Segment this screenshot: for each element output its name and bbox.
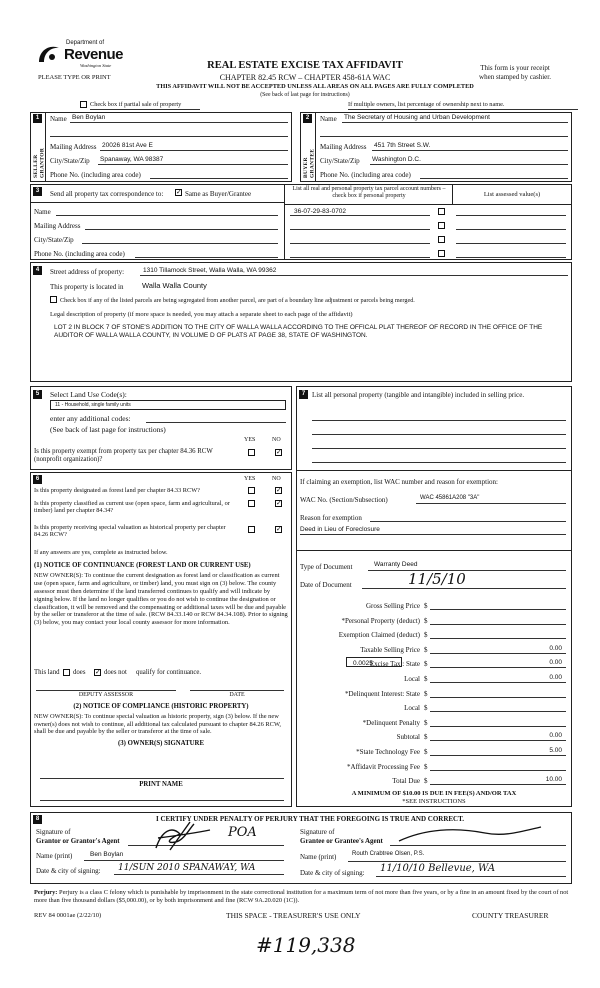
- see-back: (See back of last page for instructions): [260, 92, 350, 98]
- seller-phone-label: Phone No. (including area code): [50, 171, 141, 179]
- land-use-select[interactable]: [50, 400, 286, 410]
- property-section: [30, 262, 572, 382]
- forest-question: Is this property designated as forest land per chapter 84.33 RCW?: [34, 487, 200, 494]
- sec5-yes-header: YES: [244, 437, 256, 443]
- wac-label: WAC No. (Section/Subsection): [300, 496, 388, 504]
- fee-label: *Personal Property (deduct): [341, 616, 420, 625]
- fee-dollar-sign: $: [424, 718, 428, 727]
- section-4-number: 4: [33, 266, 42, 275]
- grantee-date-label: Date & city of signing:: [300, 869, 365, 877]
- grantee-name-print-label: Name (print): [300, 853, 337, 861]
- notice-continuance-title: (1) NOTICE OF CONTINUANCE (FOREST LAND OR CURRENT USE): [34, 562, 251, 569]
- treasurer-space: THIS SPACE - TREASURER'S USE ONLY: [226, 911, 361, 920]
- please-type: PLEASE TYPE OR PRINT: [38, 74, 111, 81]
- seller-city-label: City/State/Zip: [50, 157, 90, 165]
- parcel-4-personal-checkbox[interactable]: [438, 250, 445, 257]
- handwritten-number: #119,338: [256, 933, 356, 957]
- select-land-use-label: Select Land Use Code(s):: [50, 390, 127, 399]
- grantee-agent-label: Grantee or Grantee's Agent: [300, 837, 383, 845]
- exempt-question: Is this property exempt from property tax per chapter 84.36 RCW (nonprofit organization)?: [34, 448, 213, 463]
- grantor-name-print[interactable]: Ben Boylan: [90, 851, 124, 858]
- receipt-line2: when stamped by cashier.: [479, 73, 551, 81]
- fee-dollar-sign: $: [424, 616, 428, 625]
- exempt-no-checkbox[interactable]: [275, 449, 282, 456]
- grantee-date-city[interactable]: 11/10/10 Bellevue, WA: [380, 863, 496, 874]
- additional-codes-label: enter any additional codes:: [50, 414, 131, 423]
- perjury-note: [34, 889, 574, 905]
- grantor-sig-of: Signature of: [36, 828, 71, 836]
- print-name-label: PRINT NAME: [139, 781, 183, 788]
- fee-dollar-sign: $: [424, 777, 428, 786]
- fee-dollar-sign: $: [424, 689, 428, 698]
- sec5-no-header: NO: [272, 437, 281, 443]
- sale-details-section: [296, 386, 572, 807]
- buyer-phone-label: Phone No. (including area code): [320, 171, 411, 179]
- parcel-1-personal-checkbox[interactable]: [438, 208, 445, 215]
- does-not-label: does not: [104, 669, 127, 676]
- street-label: Street address of property:: [50, 268, 125, 276]
- if-yes-note: If any answers are yes, complete as instructed below.: [34, 549, 168, 556]
- form-title: REAL ESTATE EXCISE TAX AFFIDAVIT: [207, 60, 403, 71]
- agency-name: Revenue: [64, 46, 124, 63]
- seller-address[interactable]: 20026 81st Ave E: [102, 142, 153, 149]
- seller-name-label: Name: [50, 115, 67, 123]
- fee-value[interactable]: 0.00: [549, 659, 562, 667]
- fee-value[interactable]: 10.00: [545, 776, 562, 784]
- grantor-signature[interactable]: [150, 820, 220, 854]
- parcel-header: List all real and personal property tax parcel account numbers – check box if personal property: [292, 186, 446, 199]
- forest-yes-checkbox[interactable]: [248, 487, 255, 494]
- grantor-poa: POA: [228, 825, 257, 840]
- current-use-no-checkbox[interactable]: [275, 500, 282, 507]
- section-2-number: 2: [303, 114, 312, 123]
- wac-number[interactable]: WAC 45861A208 "3A": [420, 495, 480, 501]
- grantee-name-print[interactable]: Routh Crabtree Olsen, P.S.: [352, 851, 425, 857]
- grantee-signature[interactable]: [395, 823, 545, 847]
- located-label: This property is located in: [50, 283, 124, 291]
- corr-addr-label: Mailing Address: [34, 222, 81, 230]
- historic-yes-checkbox[interactable]: [248, 526, 255, 533]
- grantor-name-print-label: Name (print): [36, 852, 73, 860]
- fee-label: Local: [404, 675, 420, 683]
- revision-number: REV 84 0001ae (2/22/10): [34, 912, 102, 919]
- buyer-name-label: Name: [320, 115, 337, 123]
- sec6-no-header: NO: [272, 476, 281, 482]
- see-instructions-label: (See back of last page for instructions): [50, 425, 166, 434]
- section-8-number: 8: [33, 815, 42, 824]
- send-correspondence-label: Send all property tax correspondence to:: [50, 190, 164, 198]
- fee-label: Taxable Selling Price: [360, 645, 420, 654]
- segregated-checkbox[interactable]: [50, 296, 57, 303]
- grantor-date-label: Date & city of signing:: [36, 867, 101, 875]
- local-rate-box[interactable]: [346, 657, 402, 667]
- notice-compliance-text: NEW OWNER(S): To continue special valuation as historic property, sign (3) below. If the new owner(s) does not wish to continue, all additional tax calculated pursuant to chapter 84.26 RCW, shall be due and payable by the seller or transferor at the time of sale.: [34, 713, 281, 736]
- fee-value[interactable]: 0.00: [549, 674, 562, 681]
- buyer-name[interactable]: The Secretary of Housing and Urban Development: [344, 114, 490, 121]
- this-land-label: This land: [34, 669, 60, 676]
- notice-compliance-title: (2) NOTICE OF COMPLIANCE (HISTORIC PROPERTY): [73, 703, 249, 710]
- seller-name[interactable]: Ben Boylan: [72, 114, 106, 121]
- historic-no-checkbox[interactable]: [275, 526, 282, 533]
- seller-city[interactable]: Spanaway, WA 98387: [100, 156, 164, 163]
- reason-label: Reason for exemption: [300, 514, 362, 522]
- fee-label: Exemption Claimed (deduct): [338, 631, 420, 640]
- buyer-addr-label: Mailing Address: [320, 143, 367, 151]
- fee-value[interactable]: 5.00: [549, 747, 562, 754]
- state-name: Washington State: [80, 63, 112, 68]
- exemption-label: If claiming an exemption, list WAC number and reason for exemption:: [300, 478, 498, 486]
- personal-property-label: List all personal property (tangible and intangible) included in selling price.: [312, 391, 525, 399]
- same-as-buyer-label: Same as Buyer/Grantee: [185, 190, 252, 198]
- parcel-3-personal-checkbox[interactable]: [438, 236, 445, 243]
- segregated-label: Check box if any of the listed parcels are being segregated from another parcel, are part of a boundary line adjustment or parcels being merged.: [60, 297, 415, 304]
- owner-signature-title: (3) OWNER(S) SIGNATURE: [118, 740, 204, 747]
- doc-type-label: Type of Document: [300, 563, 353, 571]
- section-1-number: 1: [33, 114, 42, 123]
- assessed-header: List assessed value(s): [483, 191, 541, 198]
- revenue-logo: [36, 40, 126, 72]
- doc-date[interactable]: 11/5/10: [408, 570, 466, 588]
- legal-description[interactable]: LOT 2 IN BLOCK 7 OF STONE'S ADDITION TO THE CITY OF WALLA WALLA ACCORDING TO THE OFFICAL PLAT THEREOF OF RECORD IN THE OFFICE OF THE AUDITOR OF WALLA WALLA COUNTY, IN VOLUME D OF PLATS AT PAGE 38, STATE OF WASHINGTON.: [54, 324, 543, 340]
- revenue-logo-icon: [36, 42, 62, 68]
- fee-label: Total Due: [392, 777, 420, 786]
- section-7-number: 7: [299, 390, 308, 399]
- fee-label: Excise Tax : State: [369, 660, 420, 669]
- county-treasurer: COUNTY TREASURER: [472, 911, 549, 920]
- property-street[interactable]: 1310 Tillamock Street, Walla Walla, WA 99362: [143, 267, 277, 274]
- local-rate: 0.0025: [353, 659, 373, 667]
- historic-question: Is this property receiving special valuation as historical property per chapter 84.26 RCW?: [34, 524, 226, 539]
- doc-type[interactable]: Warranty Deed: [374, 561, 418, 568]
- legal-label: Legal description of property (if more space is needed, you may attach a separate sheet to each page of the affidavit): [50, 311, 353, 318]
- fee-dollar-sign: $: [424, 675, 428, 683]
- parcel-2-personal-checkbox[interactable]: [438, 222, 445, 229]
- fee-label: Subtotal: [396, 733, 420, 742]
- exemption-reason[interactable]: Deed in Lieu of Foreclosure: [300, 526, 380, 533]
- sec6-yes-header: YES: [244, 476, 256, 482]
- section-5-number: 5: [33, 390, 42, 399]
- buyer-side-label: BUYER GRANTEE: [303, 148, 316, 178]
- grantor-agent-label: Grantor or Grantor's Agent: [36, 837, 120, 845]
- land-does-not-checkbox[interactable]: [94, 669, 101, 676]
- seller-addr-label: Mailing Address: [50, 143, 97, 151]
- land-does-checkbox[interactable]: [63, 669, 70, 676]
- perjury-text: Perjury is a class C felony which is punishable by imprisonment in the state correctional institution for a maximum term of not more than five years, or by a fine in an amount fixed by the court of not more than five thousand dollars ($5,000.00), or by both imprisonment and fine (RCW 9A.20.020 (1C)).: [34, 889, 569, 904]
- doc-date-label: Date of Document: [300, 581, 352, 589]
- fee-dollar-sign: $: [424, 733, 428, 742]
- designation-section: [30, 472, 292, 807]
- buyer-city[interactable]: Washington D.C.: [372, 156, 421, 163]
- fee-label: *State Technology Fee: [356, 748, 420, 756]
- form-notice: THIS AFFIDAVIT WILL NOT BE ACCEPTED UNLESS ALL AREAS ON ALL PAGES ARE FULLY COMPLETED: [156, 83, 474, 90]
- same-as-buyer-checkbox[interactable]: [175, 189, 182, 196]
- receipt-line1: This form is your receipt: [480, 64, 550, 72]
- fee-label: *Delinquent Interest: State: [344, 689, 420, 698]
- certify-statement: I CERTIFY UNDER PENALTY OF PERJURY THAT THE FOREGOING IS TRUE AND CORRECT.: [155, 815, 464, 823]
- partial-sale-label: Check box if partial sale of property: [90, 101, 182, 108]
- seller-side-label: SELLER GRANTOR: [33, 147, 46, 178]
- fee-dollar-sign: $: [424, 645, 428, 654]
- deputy-assessor-label: DEPUTY ASSESSOR: [78, 692, 134, 698]
- corr-phone-label: Phone No. (including area code): [34, 250, 125, 258]
- multi-owner-note: If multiple owners, list percentage of ownership next to name.: [348, 101, 505, 108]
- fee-dollar-sign: $: [424, 631, 428, 640]
- section-3-number: 3: [33, 187, 42, 196]
- current-use-question: Is this property classified as current use (open space, farm and agricultural, or timber) land per chapter 84.34?: [34, 500, 230, 515]
- fee-dollar-sign: $: [424, 602, 428, 610]
- parcel-number[interactable]: 36-07-29-83-0702: [294, 208, 347, 215]
- date-label: DATE: [229, 692, 245, 698]
- fee-value[interactable]: 0.00: [549, 732, 562, 740]
- grantee-sig-of: Signature of: [300, 828, 335, 836]
- property-county[interactable]: Walla Walla County: [142, 281, 207, 290]
- fee-label: Local: [404, 704, 420, 713]
- fee-dollar-sign: $: [424, 762, 428, 771]
- partial-sale-checkbox[interactable]: [80, 101, 87, 108]
- fee-label: Gross Selling Price: [365, 602, 420, 610]
- corr-name-label: Name: [34, 208, 51, 216]
- grantor-date-city[interactable]: 11/SUN 2010 SPANAWAY, WA: [118, 863, 256, 873]
- does-label: does: [73, 669, 86, 676]
- form-chapter: CHAPTER 82.45 RCW – CHAPTER 458-61A WAC: [219, 73, 391, 82]
- current-use-yes-checkbox[interactable]: [248, 500, 255, 507]
- see-instructions: *SEE INSTRUCTIONS: [402, 798, 466, 805]
- fee-value[interactable]: 0.00: [549, 644, 562, 652]
- notice-continuance-text: NEW OWNER(S): To continue the current designation as forest land or classification as current use (open space, farm and agriculture, or timber) land, you must sign on (3) below. The county assessor must then determine if the land transferred continues to qualify and will indicate by signing below. If the land no longer qualifies or you do not wish to continue the designation or classification, it will be removed and the compensating or additional taxes will be due and payable by the seller or transferor at the time of sale. (RCW 84.33.140 or RCW 84.34.108). Prior to signing (3) below, you may contact your local county assessor for more information.: [34, 572, 288, 627]
- perjury-label: Perjury:: [34, 889, 58, 896]
- qualify-label: qualify for continuance.: [136, 669, 202, 676]
- fee-dollar-sign: $: [424, 660, 428, 669]
- buyer-address[interactable]: 451 7th Street S.W.: [374, 142, 431, 149]
- fee-label: *Affidavit Processing Fee: [347, 762, 420, 771]
- minimum-due: A MINIMUM OF $10.00 IS DUE IN FEE(S) AND/OR TAX: [351, 790, 517, 797]
- fee-dollar-sign: $: [424, 704, 428, 713]
- land-use-value: 11 - Household, single family units: [55, 401, 131, 408]
- buyer-city-label: City/State/Zip: [320, 157, 360, 165]
- fee-dollar-sign: $: [424, 748, 428, 756]
- corr-city-label: City/State/Zip: [34, 236, 74, 244]
- dept-label: Department of: [66, 40, 105, 46]
- fee-label: *Delinquent Penalty: [362, 718, 420, 727]
- section-6-number: 6: [33, 475, 42, 484]
- forest-no-checkbox[interactable]: [275, 487, 282, 494]
- exempt-yes-checkbox[interactable]: [248, 449, 255, 456]
